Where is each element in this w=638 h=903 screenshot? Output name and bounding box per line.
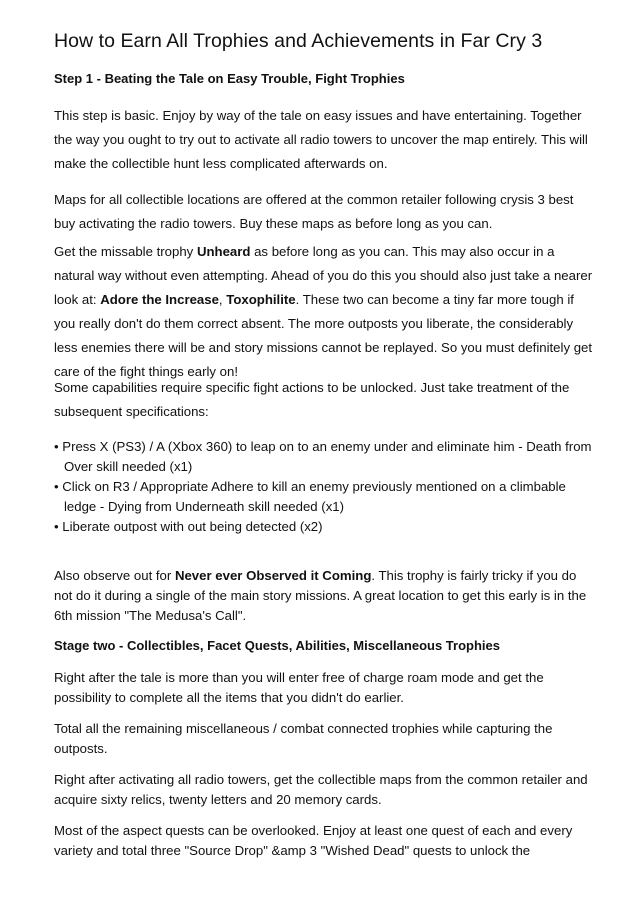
text-line: care of the fight things early on!	[54, 364, 239, 379]
trophy-name-never-ever-observed-it-coming: Never ever Observed it Coming	[174, 568, 372, 583]
text-run: . This trophy is fairly tricky if you do	[371, 568, 577, 583]
step-1-paragraph-2	[54, 188, 594, 236]
step-2-paragraph-1	[54, 668, 594, 708]
page-title: How to Earn All Trophies and Achievements in Far Cry 3	[54, 30, 543, 52]
step-1-paragraph-3	[54, 240, 594, 384]
text-line: • Liberate outpost with out being detected (x2)	[54, 519, 323, 534]
trophy-name-unheard: Unheard	[196, 244, 251, 259]
text-line	[54, 240, 594, 264]
list-item	[54, 517, 594, 537]
text-line: variety and total three "Source Drop" &amp 3 "Wished Dead" quests to unlock the	[54, 843, 531, 858]
text-line: Total all the remaining miscellaneous / combat connected trophies while capturing the	[54, 721, 553, 736]
text-line: possibility to complete all the items that you didn't do earlier.	[54, 690, 404, 705]
step-1-paragraph-5	[54, 566, 594, 626]
step-2-heading: Stage two - Collectibles, Facet Quests, Abilities, Miscellaneous Trophies	[54, 638, 500, 653]
step-2-paragraph-3	[54, 770, 594, 810]
text-line	[54, 288, 594, 312]
text-line: • Press X (PS3) / A (Xbox 360) to leap on to an enemy under and eliminate him - Death from	[54, 439, 592, 454]
text-run: Also observe out for	[54, 568, 175, 583]
text-line: 6th mission "The Medusa's Call".	[54, 608, 247, 623]
step-1-paragraph-1	[54, 104, 594, 176]
text-line: natural way without even attempting. Ahead of you do this you should also just take a nearer	[54, 268, 593, 283]
text-run: Get the missable trophy	[54, 244, 197, 259]
text-line: make the collectible hunt less complicated afterwards on.	[54, 156, 388, 171]
text-line: This step is basic. Enjoy by way of the tale on easy issues and have entertaining. Together	[54, 108, 582, 123]
text-line: less enemies there will be and story missions cannot be replayed. So you must definitely get	[54, 340, 593, 355]
text-run: ,	[218, 292, 227, 307]
trophy-name-adore-the-increase: Adore the Increase	[100, 292, 219, 307]
text-line: • Click on R3 / Appropriate Adhere to kill an enemy previously mentioned on a climbable	[54, 479, 566, 494]
step-2-paragraph-2	[54, 719, 594, 759]
text-line: subsequent specifications:	[54, 404, 209, 419]
list-item	[54, 477, 594, 517]
text-line: you really don't do them correct absent. The more outposts you liberate, the considerably	[54, 316, 574, 331]
trophy-name-toxophilite: Toxophilite	[226, 292, 296, 307]
text-line: Right after the tale is more than you will enter free of charge roam mode and get the	[54, 670, 544, 685]
step-2-paragraph-4	[54, 821, 594, 861]
text-line: Right after activating all radio towers, get the collectible maps from the common retailer and	[54, 772, 588, 787]
text-run: . These two can become a tiny far more tough if	[295, 292, 574, 307]
step-1-paragraph-4	[54, 376, 594, 424]
text-line: not do it during a single of the main story missions. A great location to get this early is in the	[54, 588, 587, 603]
text-line: acquire sixty relics, twenty letters and 20 memory cards.	[54, 792, 382, 807]
text-line: outposts.	[54, 741, 108, 756]
text-line: Some capabilities require specific fight actions to be unlocked. Just take treatment of the	[54, 380, 570, 395]
text-line: the way you ought to try out to activate all radio towers to uncover the map entirely. This will	[54, 132, 588, 147]
text-line: Maps for all collectible locations are offered at the common retailer following crysis 3 best	[54, 192, 574, 207]
text-run: look at:	[54, 292, 101, 307]
text-line: buy activating the radio towers. Buy these maps as before long as you can.	[54, 216, 493, 231]
text-run: as before long as you can. This may also occur in a	[250, 244, 555, 259]
step-1-heading: Step 1 - Beating the Tale on Easy Trouble, Fight Trophies	[54, 71, 405, 86]
skill-requirements-list	[54, 437, 594, 537]
list-item	[54, 437, 594, 477]
text-line: ledge - Dying from Underneath skill needed (x1)	[64, 499, 345, 514]
text-line: Most of the aspect quests can be overlooked. Enjoy at least one quest of each and every	[54, 823, 573, 838]
text-line	[54, 566, 594, 586]
text-line: Over skill needed (x1)	[64, 459, 193, 474]
